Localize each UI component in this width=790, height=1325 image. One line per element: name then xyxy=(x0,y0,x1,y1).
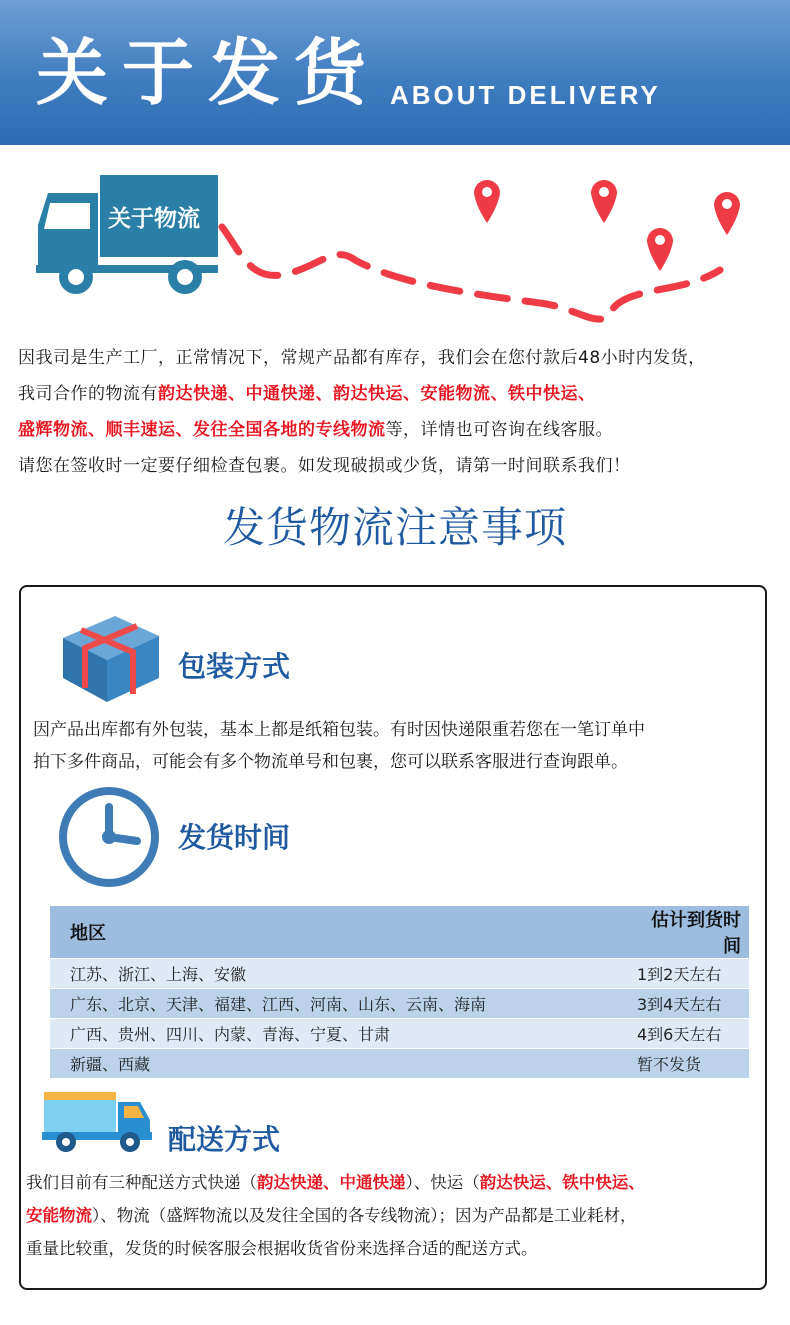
box-icon xyxy=(55,608,163,704)
truck-label: 关于物流 xyxy=(108,206,200,232)
table-header-row xyxy=(50,906,749,959)
table-row xyxy=(50,1049,749,1079)
intro-text xyxy=(18,340,778,484)
map-pin-icon xyxy=(474,180,740,271)
header-banner xyxy=(0,0,790,145)
page-subtitle: ABOUT DELIVERY xyxy=(390,80,661,110)
delivery-truck-icon xyxy=(42,1088,152,1154)
table-cell: 1到2天左右 xyxy=(637,959,749,989)
table-row xyxy=(50,989,749,1019)
notice-title: 发货物流注意事项 xyxy=(222,503,567,552)
intro-line: 盛辉物流、顺丰速运、发往全国各地的专线物流等，详情也可咨询在线客服。 xyxy=(18,420,613,440)
packaging-title: 包装方式 xyxy=(178,650,291,683)
table-row xyxy=(50,959,749,989)
delivery-text: 我们目前有三种配送方式快递（韵达快递、中通快递）、快运（韵达快运、铁中快运、 安能物流）、物流（盛辉物流以及发往全国的各专线物流）；因为产品都是工业耗材， 重量比较重，发货的时候客服会根据收货省份来选择合适的配送方式。 xyxy=(26,1173,645,1258)
ship-time-table xyxy=(50,906,749,1078)
page-title: 关于发货 xyxy=(36,31,381,115)
table-cell: 4到6天左右 xyxy=(637,1019,749,1049)
table-row xyxy=(50,1019,749,1049)
delivery-title: 配送方式 xyxy=(168,1123,281,1156)
table-cell: 广东、北京、天津、福建、江西、河南、山东、云南、海南 xyxy=(50,989,637,1019)
packaging-text: 因产品出库都有外包装，基本上都是纸箱包装。有时因快递限重若您在一笔订单中 拍下多件商品，可能会有多个物流单号和包裹，您可以联系客服进行查询跟单。 xyxy=(33,720,645,772)
table-cell: 暂不发货 xyxy=(637,1049,749,1079)
table-header: 地区 xyxy=(50,906,637,959)
intro-line: 因我司是生产工厂，正常情况下，常规产品都有库存，我们会在您付款后48小时内发货， xyxy=(18,348,706,368)
table-cell: 3到4天左右 xyxy=(637,989,749,1019)
ship-time-title: 发货时间 xyxy=(178,821,291,854)
intro-line: 我司合作的物流有韵达快递、中通快递、韵达快运、安能物流、铁中快运、 xyxy=(18,384,596,404)
truck-icon xyxy=(36,175,218,294)
intro-line: 请您在签收时一定要仔细检查包裹。如发现破损或少货，请第一时间联系我们！ xyxy=(18,456,631,476)
clock-icon xyxy=(57,785,161,889)
table-header: 估计到货时间 xyxy=(637,906,749,959)
table-cell: 新疆、西藏 xyxy=(50,1049,637,1079)
route-illustration xyxy=(0,145,790,345)
table-cell: 广西、贵州、四川、内蒙、青海、宁夏、甘肃 xyxy=(50,1019,637,1049)
table-cell: 江苏、浙江、上海、安徽 xyxy=(50,959,637,989)
